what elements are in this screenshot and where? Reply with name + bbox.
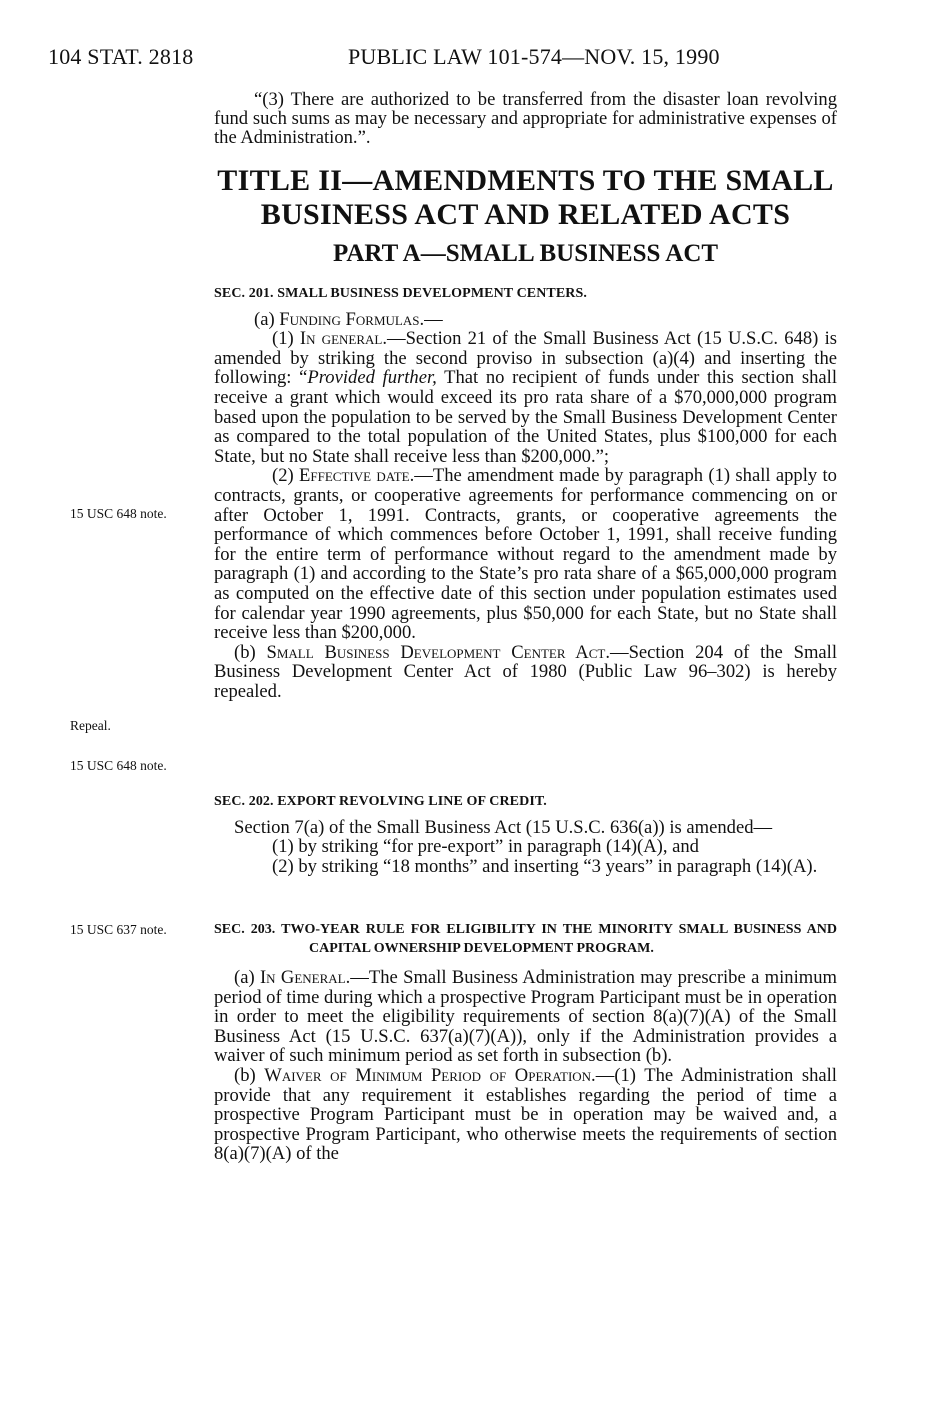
- section-202-intro: Section 7(a) of the Small Business Act (15 U.S.C. 636(a)) is amended—: [234, 816, 773, 838]
- section-202-item-1: (1) by striking “for pre-export” in paragraph (14)(A), and: [272, 836, 699, 858]
- margin-note-usc-637: 15 USC 637 note.: [70, 922, 167, 937]
- title-line-2: BUSINESS ACT AND RELATED ACTS: [260, 198, 791, 231]
- section-203-heading: SEC. 203. TWO-YEAR RULE FOR ELIGIBILITY IN THE MINORITY SMALL BUSINESS AND CAPITAL OWNERSHIP DEVELOPMENT PROGRAM.: [214, 922, 837, 956]
- section-201: [214, 284, 837, 701]
- section-203: [214, 920, 837, 1164]
- public-law-citation: PUBLIC LAW 101-574—NOV. 15, 1990: [348, 44, 720, 69]
- title-line-1: TITLE II—AMENDMENTS TO THE SMALL: [217, 164, 834, 197]
- stat-page-number: 104 STAT. 2818: [48, 44, 194, 69]
- margin-note-usc-648: 15 USC 648 note.: [70, 506, 167, 521]
- section-203-subsection-a: (a) In General.—The Small Business Administration may prescribe a minimum period of time during which a prospective Program Participant must be in operation in order to meet the eligibility requirements of section 8(a)(7)(A) of the Small Business Act (15 U.S.C. 637(a)(7)(A)), only if the Administration provides a waiver of such minimum period as set forth in subsection (b).: [214, 967, 837, 1067]
- margin-note-repeal: Repeal.: [70, 718, 111, 733]
- subsection-b: (b) Small Business Development Center Act.—Section 204 of the Small Business Development Center Act of 1980 (Public Law 96–302) is hereby repealed.: [214, 641, 837, 702]
- subsection-a-heading: (a) Funding Formulas.—: [254, 308, 443, 330]
- paragraph-1: (1) In general.—Section 21 of the Small Business Act (15 U.S.C. 648) is amended by striking the second proviso in subsection (a)(4) and inserting the following: “Provided further, That no recipient of funds under this section shall receive a grant which would exceed its pro rata share of a $70,000,000 program based upon the population to be served by the Small Business Development Center as compared to the total population of the United States, plus $100,000 for each State, but no State shall receive less than $200,000.”;: [214, 328, 837, 467]
- intro-paragraph: “(3) There are authorized to be transferred from the disaster loan revolving fund such sums as may be necessary and appropriate for administrative expenses of the Administration.”.: [214, 89, 837, 148]
- section-202-item-2: (2) by striking “18 months” and inserting “3 years” in paragraph (14)(A).: [272, 855, 818, 877]
- part-heading: PART A—SMALL BUSINESS ACT: [332, 240, 719, 267]
- title-heading: [214, 164, 837, 232]
- section-202-heading: SEC. 202. EXPORT REVOLVING LINE OF CREDIT.: [214, 794, 547, 809]
- margin-note-usc-648-b: 15 USC 648 note.: [70, 758, 167, 773]
- paragraph-2: (2) Effective date.—The amendment made by paragraph (1) shall apply to contracts, grants, or cooperative agreements for performance commencing on or after October 1, 1991. Contracts, grants, or cooperative agreements the performance of which commences before October 1, 1991, shall receive funding for the entire term of performance without regard to the amendment made by paragraph (1) and according to the State’s pro rata share of a $65,000,000 program as computed on the effective date of this section under population estimates used for calendar year 1990 agreements, plus $50,000 for each State, but no State shall receive less than $200,000.: [214, 465, 837, 644]
- section-201-heading: SEC. 201. SMALL BUSINESS DEVELOPMENT CENTERS.: [214, 286, 588, 301]
- section-203-subsection-b: (b) Waiver of Minimum Period of Operation.—(1) The Administration shall provide that any requirement it establishes regarding the period of time a prospective Program Participant must be in operation may be waived and, a prospective Program Participant, who otherwise meets the requirements of section 8(a)(7)(A) of the: [214, 1064, 837, 1165]
- section-202: [214, 792, 837, 876]
